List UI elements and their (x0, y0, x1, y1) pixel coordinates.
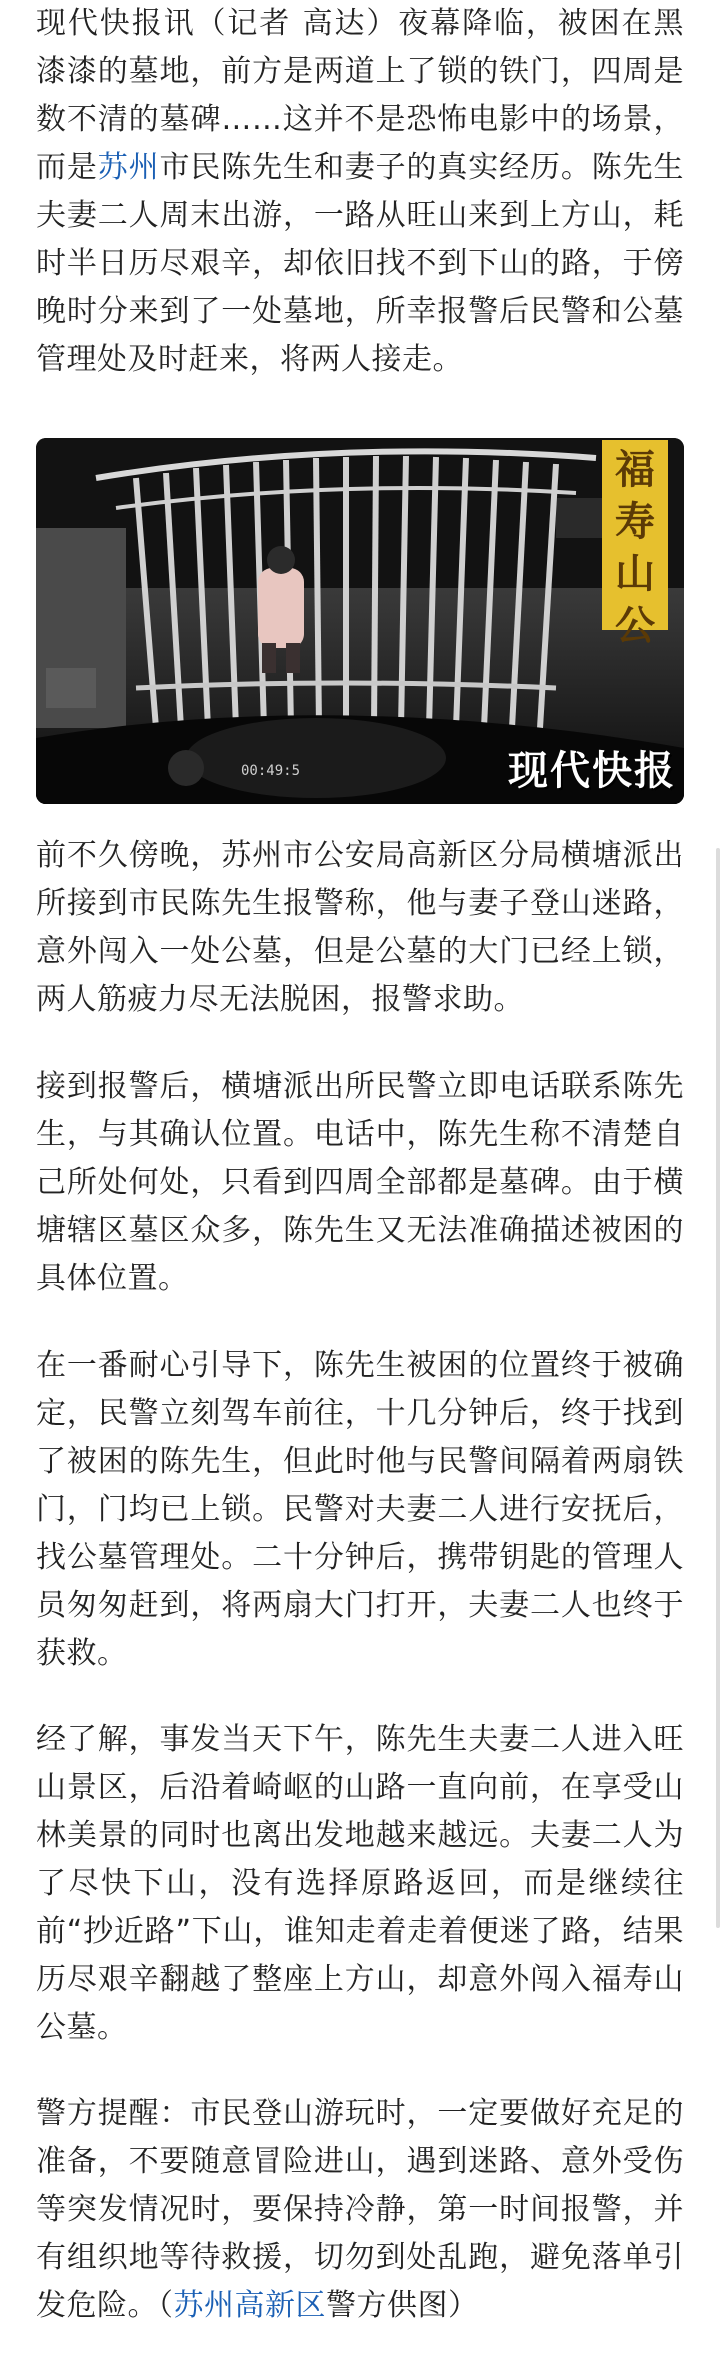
paragraph-rescue: 在一番耐心引导下，陈先生被困的位置终于被确定，民警立刻驾车前往，十几分钟后，终于找到了被困的陈先生，但此时他与民警间隔着两扇铁门，门均已上锁。民警对夫妻二人进行安抚后，找公墓管理处。二十分钟后，携带钥匙的管理人员匆匆赶到，将两扇大门打开，夫妻二人也终于获救。 (36, 1348, 684, 1671)
paragraph-contact: 接到报警后，横塘派出所民警立即电话联系陈先生，与其确认位置。电话中，陈先生称不清楚自己所处何处，只看到四周全部都是墓碑。由于横塘辖区墓区众多，陈先生又无法准确描述被困的具体位置。 (36, 1069, 684, 1296)
cemetery-sign (602, 440, 668, 649)
photo-timestamp: 00:49:5 (241, 763, 301, 779)
suzhou-gaoxin-link[interactable]: 苏州高新区 (173, 2288, 326, 2323)
news-photo[interactable] (36, 438, 684, 804)
cemetery-sign-text: 福寿山公 (615, 446, 655, 649)
suzhou-link[interactable]: 苏州 (97, 150, 160, 185)
reminder-text-1: 警方提醒：市民登山游玩时，一定要做好充足的准备，不要随意冒险进山，遇到迷路、意外受伤等突发情况时，要保持冷静，第一时间报警，并有组织地等待救援，切勿到处乱跑，避免落单引发危险。（ (36, 2096, 684, 2323)
paragraph-reminder (36, 2090, 684, 2330)
paragraph-intro (36, 0, 684, 384)
paragraph-background: 经了解，事发当天下午，陈先生夫妻二人进入旺山景区，后沿着崎岖的山路一直向前，在享受山林美景的同时也离出发地越来越远。夫妻二人为了尽快下山，没有选择原路返回，而是继续往前“抄近路”下山，谁知走着走着便迷了路，结果历尽艰辛翻越了整座上方山，却意外闯入福寿山公墓。 (36, 1722, 684, 2045)
paragraph-report: 前不久傍晚，苏州市公安局高新区分局横塘派出所接到市民陈先生报警称，他与妻子登山迷路，意外闯入一处公墓，但是公墓的大门已经上锁，两人筋疲力尽无法脱困，报警求助。 (36, 838, 684, 1017)
reminder-text-2: 警方供图） (326, 2288, 479, 2323)
intro-text-1: 现代快报讯（记者 高达）夜幕降临，被困在黑漆漆的墓地，前方是两道上了锁的铁门，四周是数不清的墓碑……这并不是恐怖电影中的场景，而是 (36, 6, 684, 185)
photo-watermark: 现代快报 (508, 747, 676, 794)
intro-text-2: 市民陈先生和妻子的真实经历。陈先生夫妻二人周末出游，一路从旺山来到上方山，耗时半日历尽艰辛，却依旧找不到下山的路，于傍晚时分来到了一处墓地，所幸报警后民警和公墓管理处及时赶来，将两人接走。 (36, 150, 684, 377)
scrollbar[interactable] (716, 848, 720, 1928)
